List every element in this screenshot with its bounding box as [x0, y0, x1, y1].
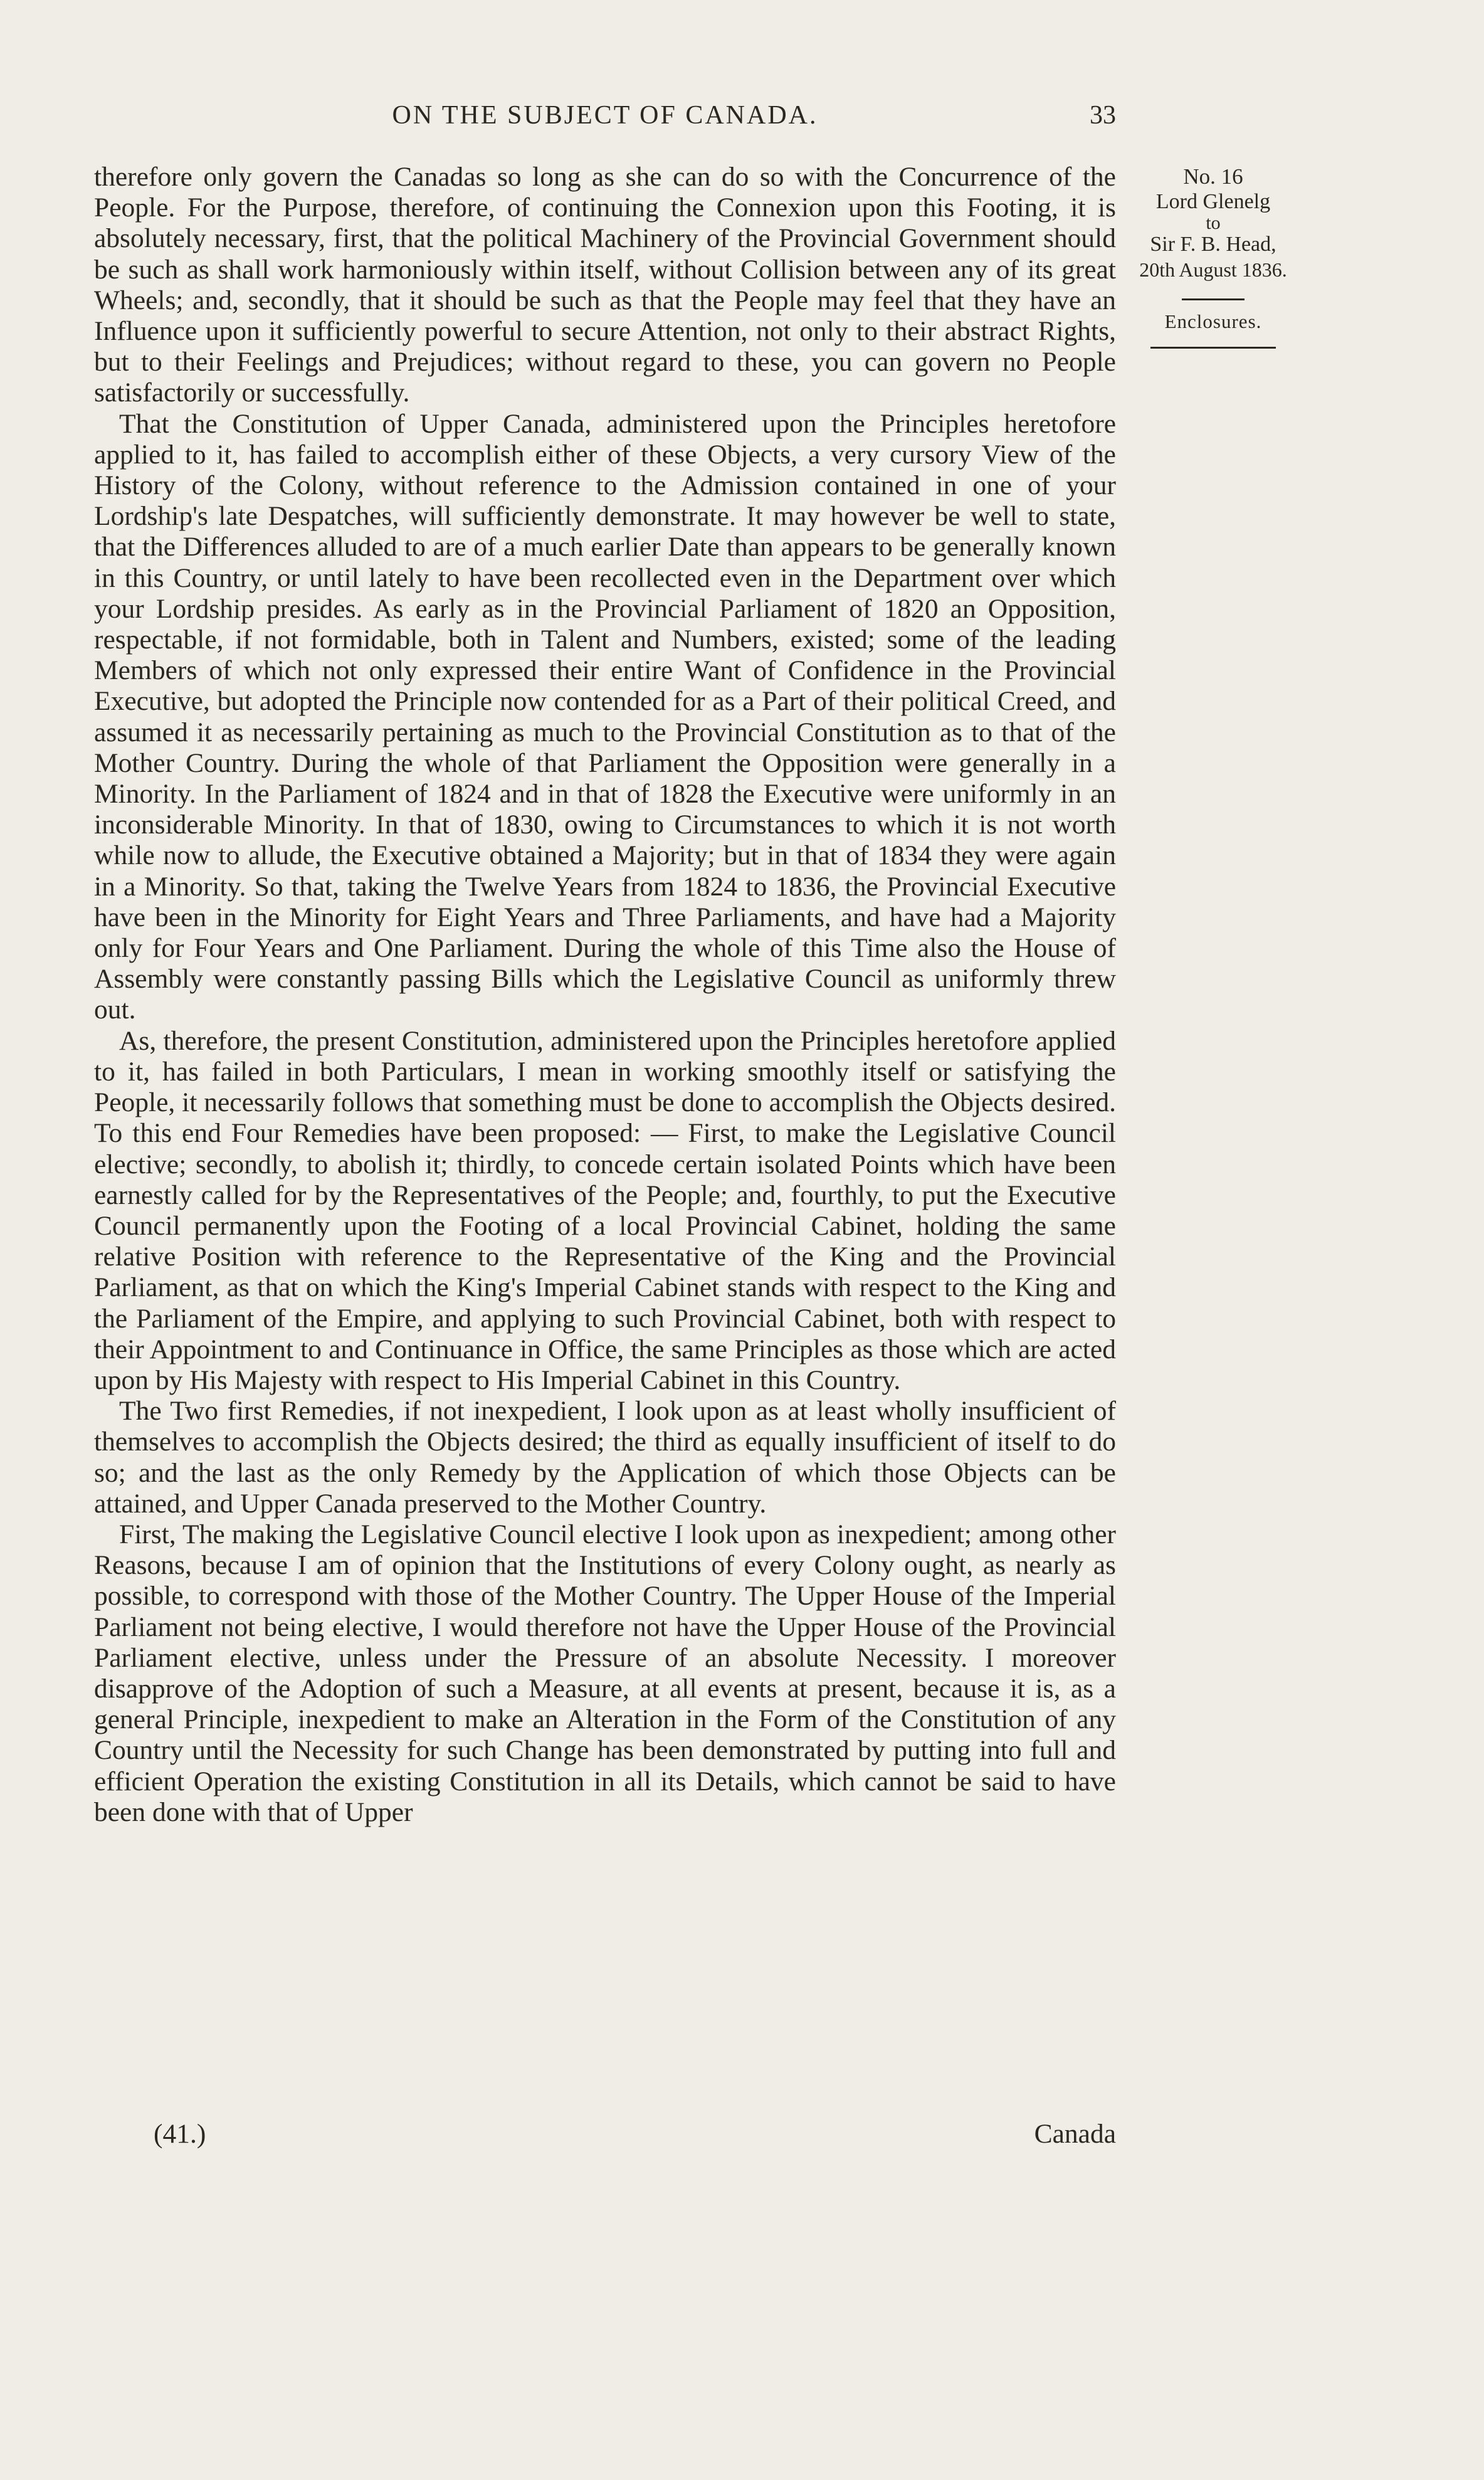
margin-long-rule — [1150, 347, 1276, 349]
margin-note-date: 20th August 1836. — [1139, 258, 1287, 281]
margin-note-recipient: Sir F. B. Head, — [1150, 233, 1276, 256]
running-title: ON THE SUBJECT OF CANADA. — [392, 101, 818, 130]
margin-short-rule — [1182, 298, 1245, 300]
margin-note — [1110, 164, 1317, 349]
paragraph-4: The Two first Remedies, if not inexpedient, I look upon as at least wholly insufficient of themselves to accomplish the Objects desired; the third as equally insufficient of itself to do so; and the last as the only Remedy by the Application of which those Objects can be attained, and Upper Canada preserved to the Mother Country. — [94, 1396, 1116, 1519]
body-text — [94, 162, 1116, 1828]
paragraph-2: That the Constitution of Upper Canada, administered upon the Principles heretofore applied to it, has failed to accomplish either of these Objects, a very cursory View of the History of the Colony, without reference to the Admission contained in one of your Lordship's late Despatches, will sufficiently demonstrate. It may however be well to state, that the Differences alluded to are of a much earlier Date than appears to be generally known in this Country, or until lately to have been recollected even in the Department over which your Lordship presides. As early as in the Provincial Parliament of 1820 an Opposition, respectable, if not formidable, both in Talent and Numbers, existed; some of the leading Members of which not only expressed their entire Want of Confidence in the Provincial Executive, but adopted the Principle now contended for as a Part of their political Creed, and assumed it as necessarily pertaining as much to the Provincial Constitution as to that of the Mother Country. During the whole of that Parliament the Opposition were generally in a Minority. In the Parliament of 1824 and in that of 1828 the Executive were uniformly in an inconsiderable Minority. In that of 1830, owing to Circumstances to which it is not worth while now to allude, the Executive obtained a Majority; but in that of 1834 they were again in a Minority. So that, taking the Twelve Years from 1824 to 1836, the Provincial Executive have been in the Minority for Eight Years and Three Parliaments, and have had a Majority only for Four Years and One Parliament. During the whole of this Time also the House of Assembly were constantly passing Bills which the Legislative Council as uniformly threw out. — [94, 408, 1116, 1025]
margin-note-number: No. 16 — [1183, 164, 1243, 189]
page-number: 33 — [1090, 101, 1116, 130]
margin-note-enclosures: Enclosures. — [1164, 310, 1262, 332]
page-footer — [94, 2118, 1116, 2156]
paragraph-3: As, therefore, the present Constitution, administered upon the Principles heretofore applied to it, has failed in both Particulars, I mean in working smoothly itself or satisfying the People, it necessarily follows that something must be done to accomplish the Objects desired. To this end Four Remedies have been proposed: — First, to make the Legislative Council elective; secondly, to abolish it; thirdly, to concede certain isolated Points which have been earnestly called for by the Representatives of the People; and, fourthly, to put the Executive Council permanently upon the Footing of a local Provincial Cabinet, holding the same relative Position with reference to the Representative of the King and the Provincial Parliament, as that on which the King's Imperial Cabinet stands with respect to the King and the Parliament of the Empire, and applying to such Provincial Cabinet, both with respect to their Appointment to and Continuance in Office, the same Principles as those which are acted upon by His Majesty with respect to His Imperial Cabinet in this Country. — [94, 1025, 1116, 1395]
paragraph-1: therefore only govern the Canadas so long as she can do so with the Concurrence of the People. For the Purpose, therefore, of continuing the Connexion upon this Footing, it is absolutely necessary, first, that the political Machinery of the Provincial Government should be such as shall work harmoniously within itself, without Collision between any of its great Wheels; and, secondly, that it should be such as that the People may feel that they have an Influence upon it sufficiently powerful to secure Attention, not only to their abstract Rights, but to their Feelings and Prejudices; without regard to these, you can govern no People satisfactorily or successfully. — [94, 162, 1116, 408]
margin-note-to: to — [1206, 213, 1221, 233]
margin-note-from: Lord Glenelg — [1155, 190, 1271, 213]
catchword: Canada — [1034, 2119, 1116, 2149]
page-header — [94, 100, 1116, 138]
signature-mark: (41.) — [154, 2119, 206, 2149]
paragraph-5: First, The making the Legislative Council elective I look upon as inexpedient; among other Reasons, because I am of opinion that the Institutions of every Colony ought, as nearly as possible, to correspond with those of the Mother Country. The Upper House of the Imperial Parliament not being elective, I would therefore not have the Upper House of the Provincial Parliament elective, unless under the Pressure of an absolute Necessity. I moreover disapprove of the Adoption of such a Measure, at all events at present, because it is, as a general Principle, inexpedient to make an Alteration in the Form of the Constitution of any Country until the Necessity for such Change has been demonstrated by putting into full and efficient Operation the existing Constitution in all its Details, which cannot be said to have been done with that of Upper — [94, 1519, 1116, 1827]
